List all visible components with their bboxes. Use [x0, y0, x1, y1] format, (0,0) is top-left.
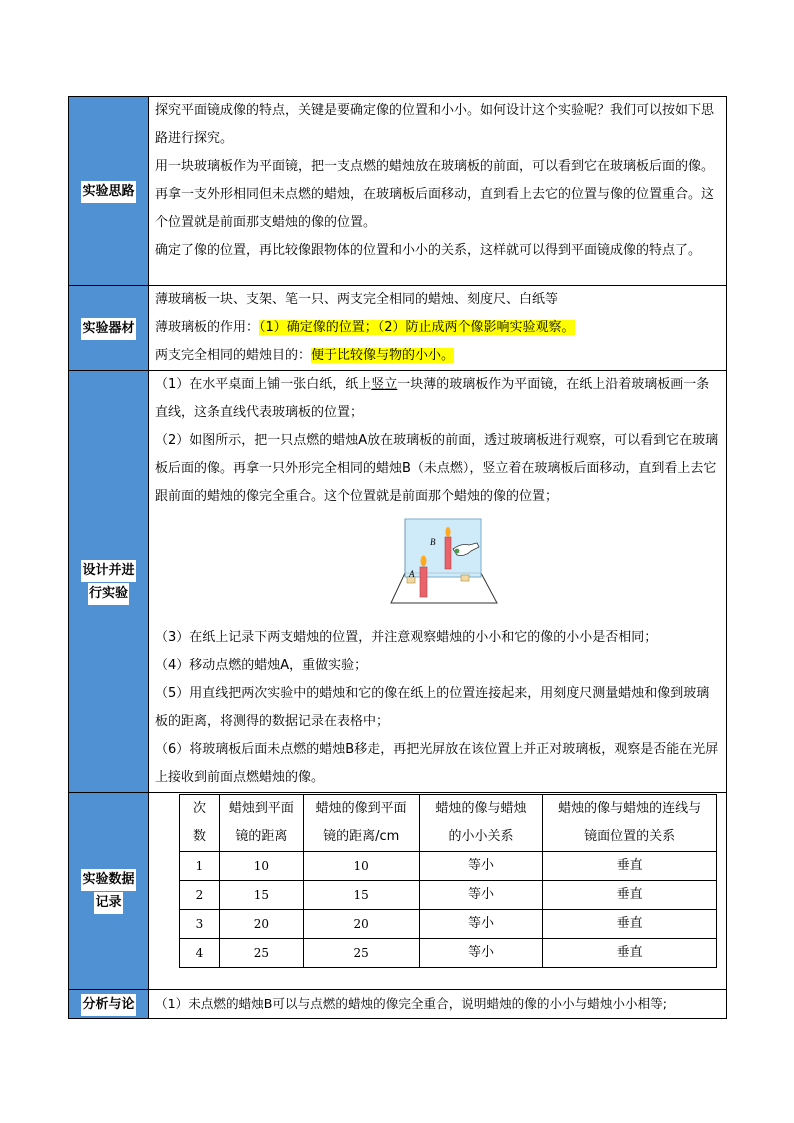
candle-a-flame-shape: [420, 556, 426, 567]
header-line-relation: 蜡烛的像与蜡烛的连线与 镜面位置的关系: [543, 795, 717, 852]
content-thinking: [149, 97, 727, 286]
row-data: [69, 793, 727, 990]
cell-image-distance: 15: [303, 881, 419, 910]
row-analysis: [69, 990, 727, 1019]
glass-role-prefix: 薄玻璃板的作用：: [155, 320, 260, 335]
stand-right-shape: [461, 575, 469, 581]
header-size-relation: 蜡烛的像与蜡烛 的小小关系: [419, 795, 543, 852]
cell-line-relation: 垂直: [543, 910, 717, 939]
cell-size-relation: 等小: [419, 881, 543, 910]
row-thinking: [69, 97, 727, 286]
label-cell-materials: [69, 286, 149, 371]
analysis-line-1: （1）未点燃的蜡烛B可以与点燃的蜡烛的像完全重合，说明蜡烛的像的小小与蜡烛小小相等;: [155, 996, 668, 1011]
mirror-candle-diagram: [369, 515, 509, 611]
cell-image-distance: 25: [303, 939, 419, 968]
row-design: [69, 371, 727, 793]
label-a: A: [408, 569, 414, 579]
cell-candle-distance: 25: [219, 939, 303, 968]
design-step-1-b: 一块薄的玻璃板作为平面镜，在纸上沿着玻璃板画一条直线，这条直线代表玻璃板的位置；: [155, 377, 710, 420]
cell-line-relation: 垂直: [543, 852, 717, 881]
table-row: [180, 881, 717, 910]
cell-image-distance: 20: [303, 910, 419, 939]
design-step-5: （5）用直线把两次实验中的蜡烛和它的像在纸上的位置连接起来，用刻度尺测量蜡烛和像到玻璃板的距离，将测得的数据记录在表格中；: [155, 686, 710, 729]
candle-b-flame-shape: [445, 527, 450, 537]
data-table: [179, 794, 717, 968]
candle-b-shape: [445, 537, 451, 569]
experiment-table: [68, 96, 727, 1019]
label-materials: 实验器材: [81, 318, 135, 340]
design-step-2: （2）如图所示，把一只点燃的蜡烛A放在玻璃板的前面，透过玻璃板进行观察，可以看到它在玻璃板后面的像。再拿一只外形完全相同的蜡烛B（未点燃），竖立着在玻璃板后面移动，直到看上去它跟前面的蜡烛的像完全重合。这个位置就是前面那个蜡烛的像的位置；: [155, 433, 719, 504]
candle-purpose-prefix: 两支完全相同的蜡烛目的：: [155, 348, 312, 363]
design-step-6: （6）将玻璃板后面未点燃的蜡烛B移走，再把光屏放在该位置上并正对玻璃板，观察是否能在光屏上接收到前面点燃蜡烛的像。: [155, 742, 719, 785]
hand-sleeve-shape: [454, 549, 459, 554]
label-design-line-1: 设计并进: [81, 560, 135, 582]
content-design: [149, 371, 727, 793]
content-analysis: [149, 990, 727, 1019]
materials-line-2: [155, 314, 722, 342]
label-data-line-1: 实验数据: [81, 869, 135, 891]
label-b: B: [429, 537, 435, 547]
label-thinking: 实验思路: [81, 181, 135, 203]
cell-count: 2: [180, 881, 220, 910]
cell-count: 4: [180, 939, 220, 968]
cell-size-relation: 等小: [419, 939, 543, 968]
label-cell-thinking: [69, 97, 149, 286]
cell-line-relation: 垂直: [543, 939, 717, 968]
data-table-header-row: [180, 795, 717, 852]
candle-purpose-highlight: 便于比较像与物的小小。: [311, 348, 455, 363]
candle-a-shape: [420, 567, 427, 597]
cell-count: 3: [180, 910, 220, 939]
label-cell-analysis: [69, 990, 149, 1019]
cell-candle-distance: 15: [219, 881, 303, 910]
experiment-figure: [155, 511, 722, 624]
thinking-line-1: 探究平面镜成像的特点，关键是要确定像的位置和小小。如何设计这个实验呢？我们可以按如下思路进行探究。: [155, 103, 715, 146]
cell-image-distance: 10: [303, 852, 419, 881]
header-count: 次 数: [180, 795, 220, 852]
table-row: [180, 939, 717, 968]
design-step-1: [155, 371, 722, 427]
label-cell-design: [69, 371, 149, 793]
header-image-distance: 蜡烛的像到平面 镜的距离/cm: [303, 795, 419, 852]
materials-line-3: [155, 342, 722, 370]
cell-candle-distance: 10: [219, 852, 303, 881]
cell-size-relation: 等小: [419, 852, 543, 881]
row-materials: [69, 286, 727, 371]
table-row: [180, 910, 717, 939]
cell-candle-distance: 20: [219, 910, 303, 939]
label-analysis: 分析与论: [81, 994, 135, 1016]
glass-role-highlight: （1）确定像的位置；（2）防止成两个像影响实验观察。: [259, 320, 575, 335]
design-step-1-underline: 竖立: [371, 377, 398, 392]
content-materials: [149, 286, 727, 371]
label-data-line-2: 记录: [94, 892, 122, 914]
thinking-line-2: 用一块玻璃板作为平面镜，把一支点燃的蜡烛放在玻璃板的前面，可以看到它在玻璃板后面的像。再拿一支外形相同但未点燃的蜡烛，在玻璃板后面移动，直到看上去它的位置与像的位置重合。这个位置就是前面那支蜡烛的像的位置。: [155, 159, 715, 230]
cell-size-relation: 等小: [419, 910, 543, 939]
header-candle-distance: 蜡烛到平面 镜的距离: [219, 795, 303, 852]
design-step-1-a: （1）在水平桌面上铺一张白纸，纸上: [155, 377, 372, 392]
design-step-3: （3）在纸上记录下两支蜡烛的位置，并注意观察蜡烛的小小和它的像的小小是否相同；: [155, 630, 658, 645]
cell-line-relation: 垂直: [543, 881, 717, 910]
thinking-line-3: 确定了像的位置，再比较像跟物体的位置和小小的关系，这样就可以得到平面镜成像的特点了。: [155, 243, 702, 258]
materials-line-1: 薄玻璃板一块、支架、笔一只、两支完全相同的蜡烛、刻度尺、白纸等: [155, 292, 559, 307]
cell-count: 1: [180, 852, 220, 881]
table-row: [180, 852, 717, 881]
label-design-line-2: 行实验: [88, 583, 129, 605]
design-step-4: （4）移动点燃的蜡烛A，重做实验；: [155, 658, 368, 673]
content-data: [149, 793, 727, 990]
label-cell-data: [69, 793, 149, 990]
